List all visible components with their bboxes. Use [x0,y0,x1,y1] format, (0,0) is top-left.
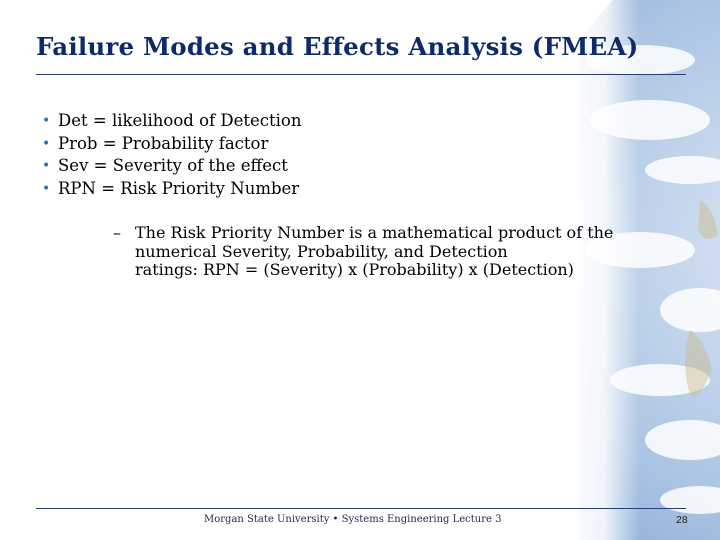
sub-bullet-rpn-definition [113,224,693,280]
bullet-item-det [42,110,302,133]
bullet-dot-icon: • [42,180,51,197]
bullet-item-rpn [42,178,302,201]
page-number: 28 [676,514,688,526]
bullet-dot-icon: • [42,113,51,129]
dash-icon: – [113,223,121,242]
sub-bullet-line: The Risk Priority Number is a mathematical product of the [135,223,614,242]
bullet-text: Sev = Severity of the effect [58,156,288,175]
bullet-list [42,110,302,200]
bullet-text: Det = likelihood of Detection [58,111,302,130]
bullet-text: RPN = Risk Priority Number [58,178,300,198]
footer-divider [36,508,686,509]
footer-text: Morgan State University • Systems Engineering Lecture 3 [204,514,502,525]
bullet-dot-icon: • [42,135,51,152]
sub-bullet-line: ratings: RPN = (Severity) x (Probability) x (Detection) [135,260,574,279]
bullet-item-prob [42,133,302,156]
bullet-text: Prob = Probability factor [58,133,269,153]
title-divider [36,74,686,75]
sub-bullet-line: numerical Severity, Probability, and Detection [135,241,508,261]
bullet-dot-icon: • [42,158,51,174]
slide-title: Failure Modes and Effects Analysis (FMEA) [36,32,639,61]
bullet-item-sev [42,155,302,178]
